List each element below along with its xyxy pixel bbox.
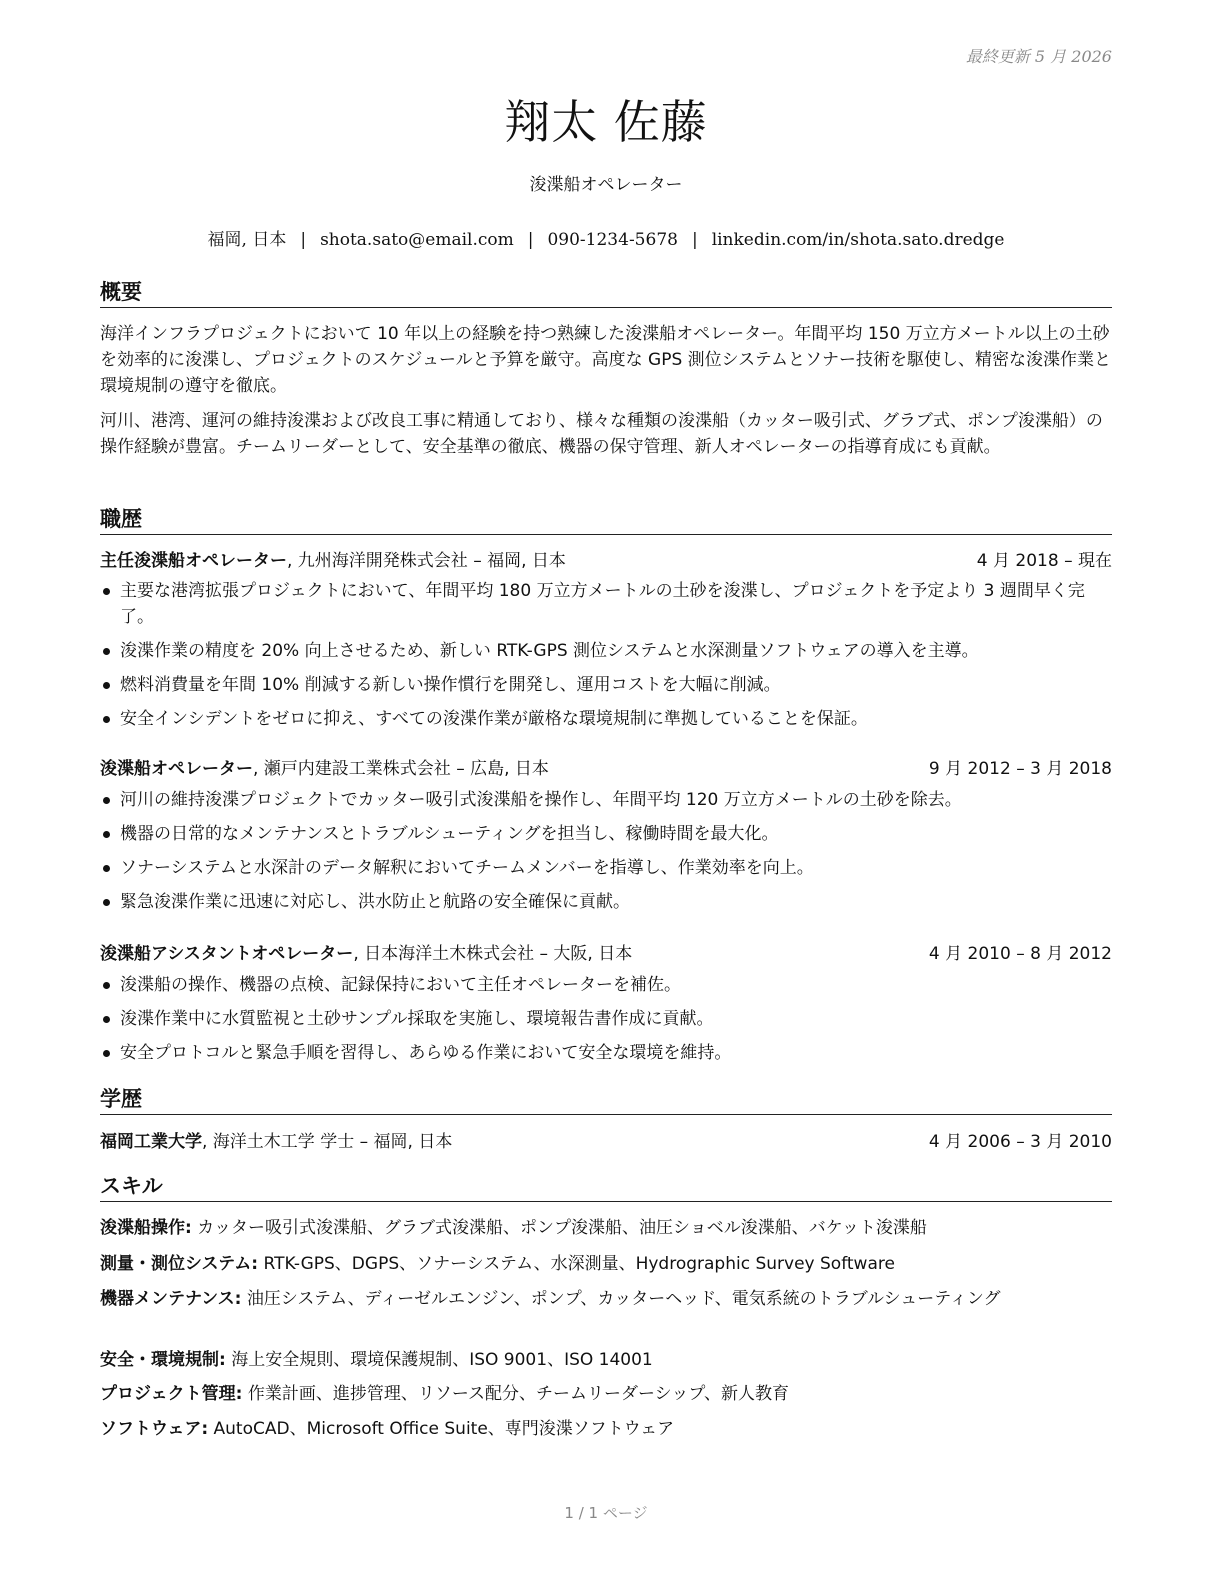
contact-separator: |	[527, 230, 534, 250]
skill-value: 油圧システム、ディーゼルエンジン、ポンプ、カッターヘッド、電気系統のトラブルシューティング	[241, 1289, 1001, 1309]
contact-separator: |	[691, 230, 698, 250]
list-item: 燃料消費量を年間 10% 削減する新しい操作慣行を開発し、運用コストを大幅に削減。	[100, 672, 1112, 698]
section-title-experience: 職歴	[100, 506, 1112, 535]
resume-page	[100, 0, 1112, 1584]
job-organization: , 日本海洋土木株式会社 – 大阪, 日本	[353, 944, 633, 964]
contact-separator: |	[300, 230, 307, 250]
list-item: 浚渫船の操作、機器の点検、記録保持において主任オペレーターを補佐。	[100, 972, 1112, 998]
list-item: 主要な港湾拡張プロジェクトにおいて、年間平均 180 万立方メートルの土砂を浚渫し、プロジェクトを予定より 3 週間早く完了。	[100, 578, 1112, 630]
job-header	[100, 941, 1112, 967]
skill-label: 測量・測位システム:	[100, 1254, 259, 1274]
skill-row	[100, 1347, 1112, 1373]
job-bullets	[100, 578, 1112, 740]
job-organization: , 九州海洋開発株式会社 – 福岡, 日本	[287, 551, 566, 571]
school-name: 福岡工業大学	[100, 1132, 202, 1152]
job-dates: 4 月 2010 – 8 月 2012	[928, 944, 1112, 964]
job-header	[100, 548, 1112, 574]
list-item: 浚渫作業の精度を 20% 向上させるため、新しい RTK-GPS 測位システムと水深測量ソフトウェアの導入を主導。	[100, 638, 1112, 664]
job-dates: 4 月 2018 – 現在	[976, 551, 1112, 571]
skill-row	[100, 1215, 1112, 1241]
section-title-education: 学歴	[100, 1086, 1112, 1115]
job-bullets	[100, 972, 1112, 1074]
job-role: 浚渫船アシスタントオペレーター	[100, 944, 354, 964]
job-bullets	[100, 787, 1112, 923]
contact-linkedin-link[interactable]: linkedin.com/in/shota.sato.dredge	[711, 230, 1005, 250]
candidate-name: 翔太 佐藤	[504, 95, 708, 149]
list-item: 機器の日常的なメンテナンスとトラブルシューティングを担当し、稼働時間を最大化。	[100, 821, 1112, 847]
job-role: 浚渫船オペレーター	[100, 759, 253, 779]
contact-email-link[interactable]: shota.sato@email.com	[320, 230, 514, 250]
list-item: 浚渫作業中に水質監視と土砂サンプル採取を実施し、環境報告書作成に貢献。	[100, 1006, 1112, 1032]
job-dates: 9 月 2012 – 3 月 2018	[928, 759, 1112, 779]
list-item: 緊急浚渫作業に迅速に対応し、洪水防止と航路の安全確保に貢献。	[100, 889, 1112, 915]
skill-label: ソフトウェア:	[100, 1419, 209, 1439]
skill-row	[100, 1286, 1112, 1312]
last-updated: 最終更新 5 月 2026	[965, 47, 1112, 66]
skill-value: カッター吸引式浚渫船、グラブ式浚渫船、ポンプ浚渫船、油圧ショベル浚渫船、バケット浚渫船	[191, 1218, 927, 1238]
job-title: 浚渫船オペレーター	[529, 175, 683, 195]
job-header	[100, 756, 1112, 782]
skill-label: 浚渫船操作:	[100, 1218, 192, 1238]
list-item: 安全プロトコルと緊急手順を習得し、あらゆる作業において安全な環境を維持。	[100, 1040, 1112, 1066]
skill-value: RTK-GPS、DGPS、ソナーシステム、水深測量、Hydrographic Survey Software	[258, 1254, 895, 1274]
page-indicator: 1 / 1 ページ	[564, 1504, 648, 1522]
summary-paragraph: 河川、港湾、運河の維持浚渫および改良工事に精通しており、様々な種類の浚渫船（カッター吸引式、グラブ式、ポンプ浚渫船）の操作経験が豊富。チームリーダーとして、安全基準の徹底、機器の保守管理、新人オペレーターの指導育成にも貢献。	[100, 411, 1103, 457]
skill-row	[100, 1381, 1112, 1407]
skill-value: 海上安全規則、環境保護規制、ISO 9001、ISO 14001	[225, 1350, 653, 1370]
skill-row	[100, 1416, 1112, 1442]
job-role: 主任浚渫船オペレーター	[100, 551, 287, 571]
summary-paragraph: 海洋インフラプロジェクトにおいて 10 年以上の経験を持つ熟練した浚渫船オペレーター。年間平均 150 万立方メートル以上の土砂を効率的に浚渫し、プロジェクトのスケジュールと予算を厳守。高度な GPS 測位システムとソナー技術を駆使し、精密な浚渫作業と環境規制の遵守を徹底。	[100, 324, 1111, 396]
section-title-summary: 概要	[100, 279, 1112, 308]
contact-location: 福岡, 日本	[207, 230, 287, 250]
degree-detail: , 海洋土木工学 学士 – 福岡, 日本	[202, 1132, 453, 1152]
skill-row	[100, 1251, 1112, 1277]
education-dates: 4 月 2006 – 3 月 2010	[928, 1132, 1112, 1152]
contact-phone: 090-1234-5678	[547, 230, 678, 250]
list-item: ソナーシステムと水深計のデータ解釈においてチームメンバーを指導し、作業効率を向上。	[100, 855, 1112, 881]
skill-label: 安全・環境規制:	[100, 1350, 226, 1370]
section-title-skills: スキル	[100, 1173, 1112, 1202]
skill-label: 機器メンテナンス:	[100, 1289, 242, 1309]
skill-value: AutoCAD、Microsoft Office Suite、専門浚渫ソフトウェア	[208, 1419, 675, 1439]
list-item: 安全インシデントをゼロに抑え、すべての浚渫作業が厳格な環境規制に準拠していることを保証。	[100, 706, 1112, 732]
skill-label: プロジェクト管理:	[100, 1384, 243, 1404]
skill-value: 作業計画、進捗管理、リソース配分、チームリーダーシップ、新人教育	[242, 1384, 789, 1404]
education-entry	[100, 1129, 1112, 1155]
contact-line	[100, 225, 1112, 250]
list-item: 河川の維持浚渫プロジェクトでカッター吸引式浚渫船を操作し、年間平均 120 万立方メートルの土砂を除去。	[100, 787, 1112, 813]
job-organization: , 瀬戸内建設工業株式会社 – 広島, 日本	[253, 759, 549, 779]
